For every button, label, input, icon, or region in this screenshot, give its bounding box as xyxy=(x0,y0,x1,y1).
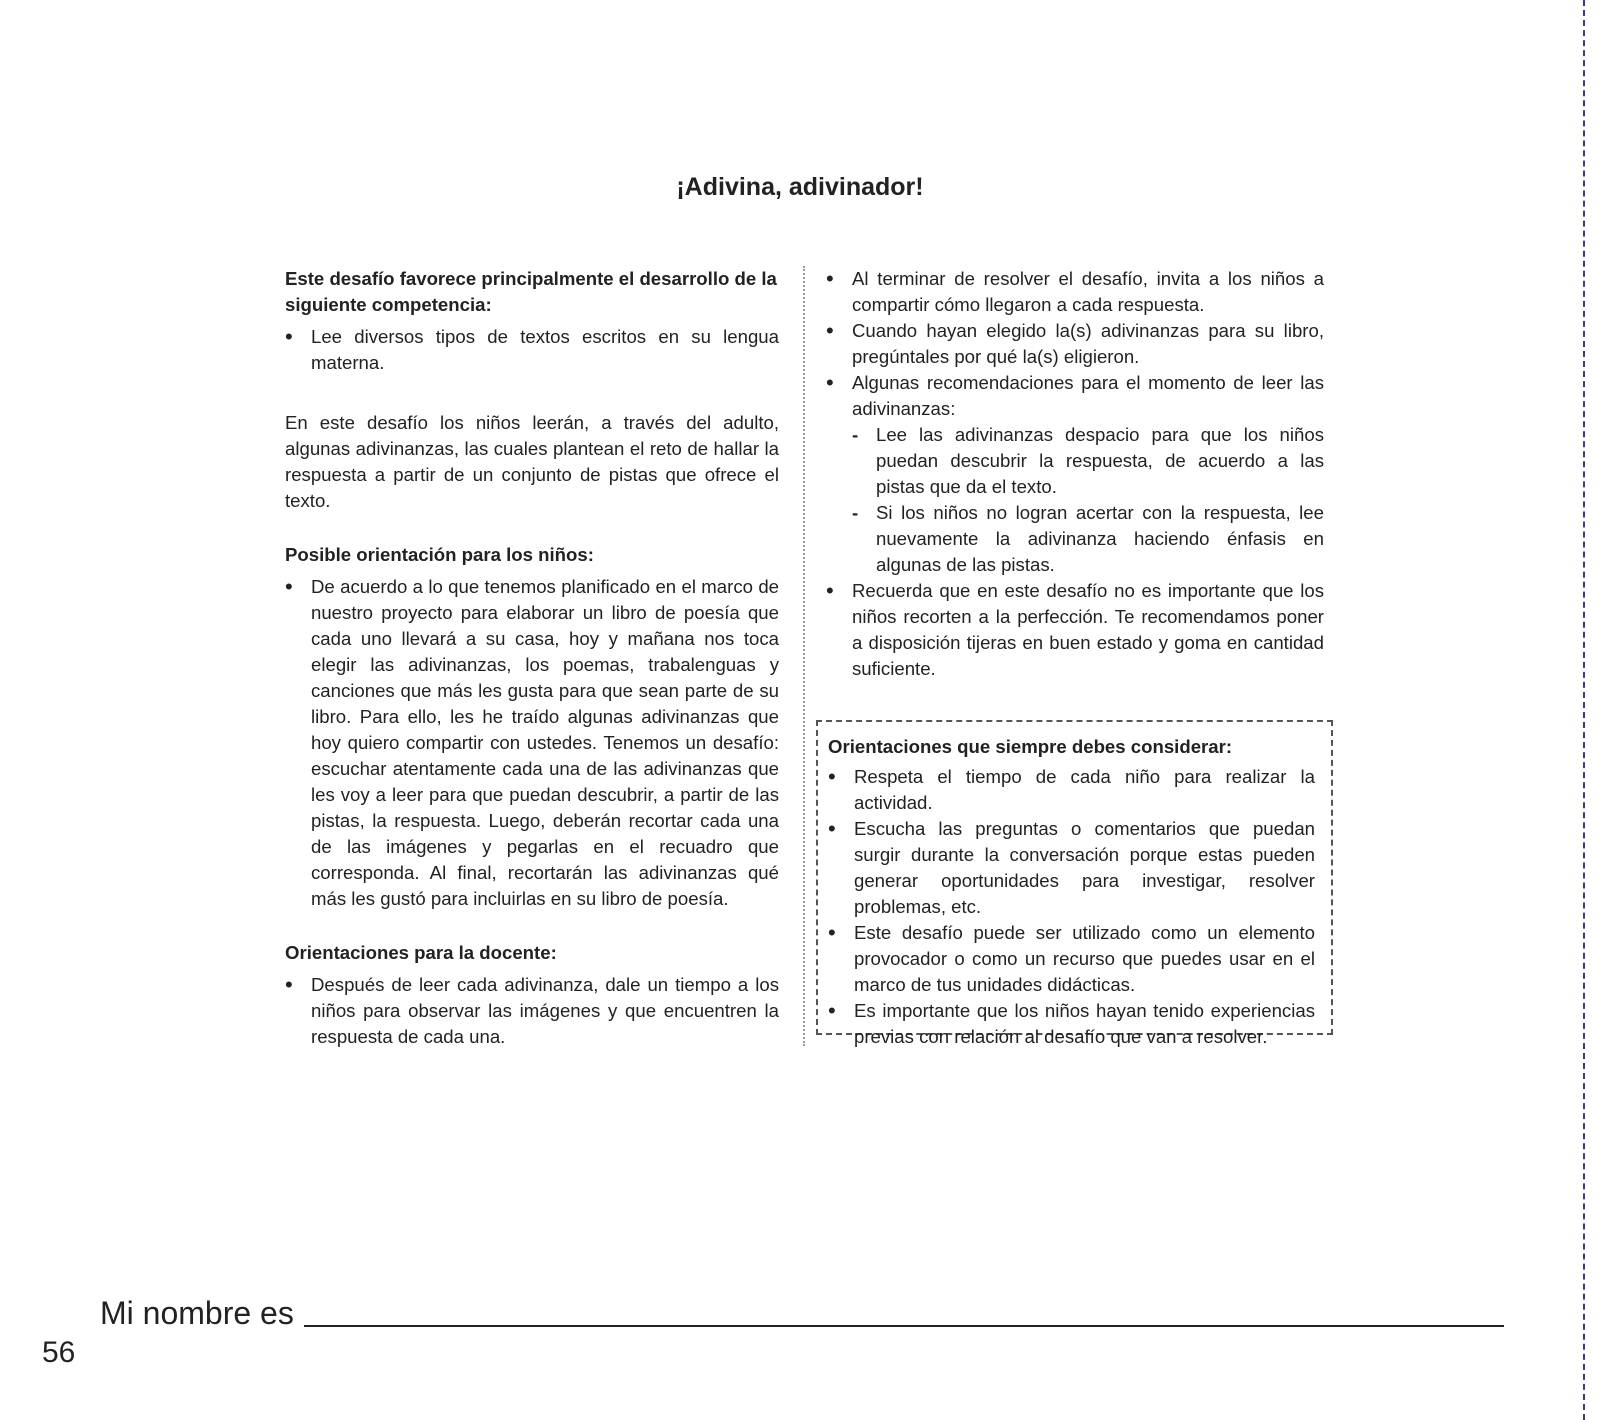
cut-line xyxy=(1583,0,1585,1420)
right-item: • Al terminar de resolver el desafío, invita a los niños a compartir cómo llegaron a cada respuesta. xyxy=(826,266,1324,318)
right-column xyxy=(826,266,1324,682)
competence-list xyxy=(285,324,779,376)
teacher-heading: Orientaciones para la docente: xyxy=(285,942,557,963)
right-item: • Cuando hayan elegido la(s) adivinanzas para su libro, pregúntales por qué la(s) eligieron. xyxy=(826,318,1324,370)
box-list xyxy=(828,764,1315,1050)
box-item: • Escucha las preguntas o comentarios que puedan surgir durante la conversación porque estas pueden generar oportunidades para investigar, resolver problemas, etc. xyxy=(828,816,1315,920)
page-number: 56 xyxy=(42,1336,76,1369)
orientation-item: • De acuerdo a lo que tenemos planificado en el marco de nuestro proyecto para elaborar un libro de poesía que cada uno llevará a su casa, hoy y mañana nos toca elegir las adivinanzas, los poemas, trabalenguas y canciones que más les gusta para que sean parte de su libro. Para ello, les he traído algunas adivinanzas que hoy quiero compartir con ustedes. Tenemos un desafío: escuchar atentamente cada una de las adivinanzas que les voy a leer para que puedan descubrir, a partir de las pistas, la respuesta. Luego, deberán recortar cada una de las imágenes y pegarlas en el recuadro que corresponda. Al final, recortarán las adivinanzas qué más les gustó para incluirlas en su libro de poesía. xyxy=(285,574,779,912)
orientation-list xyxy=(285,574,779,912)
box-heading: Orientaciones que siempre debes considerar: xyxy=(828,736,1233,757)
box-item: • Respeta el tiempo de cada niño para realizar la actividad. xyxy=(828,764,1315,816)
left-column xyxy=(285,266,779,1050)
column-divider xyxy=(803,266,805,1046)
box-item: • Este desafío puede ser utilizado como un elemento provocador o como un recurso que puedes usar en el marco de tus unidades didácticas. xyxy=(828,920,1315,998)
orientation-heading: Posible orientación para los niños: xyxy=(285,544,594,565)
recommendations-label: Algunas recomendaciones para el momento de leer las adivinanzas: xyxy=(852,372,1324,419)
considerations-box xyxy=(816,720,1333,1047)
competence-item: • Lee diversos tipos de textos escritos en su lengua materna. xyxy=(285,324,779,376)
right-item: • Recuerda que en este desafío no es importante que los niños recorten a la perfección. Te recomendamos poner a disposición tijeras en buen estado y goma en cantidad suficiente. xyxy=(826,578,1324,682)
intro-paragraph: En este desafío los niños leerán, a través del adulto, algunas adivinanzas, las cuales plantean el reto de hallar la respuesta a partir de un conjunto de pistas que ofrece el texto. xyxy=(285,412,779,511)
name-write-line[interactable] xyxy=(304,1325,1504,1327)
name-label: Mi nombre es xyxy=(100,1295,294,1331)
right-item-recommendations xyxy=(826,370,1324,578)
teacher-list xyxy=(285,972,779,1050)
recommendations-sublist xyxy=(852,422,1324,578)
competence-heading: Este desafío favorece principalmente el desarrollo de la siguiente competencia: xyxy=(285,268,777,315)
page-title: ¡Adivina, adivinador! xyxy=(676,173,924,201)
sub-item: - Si los niños no logran acertar con la respuesta, lee nuevamente la adivinanza haciendo énfasis en algunas de las pistas. xyxy=(852,500,1324,578)
sub-item: - Lee las adivinanzas despacio para que los niños puedan descubrir la respuesta, de acuerdo a las pistas que da el texto. xyxy=(852,422,1324,500)
right-list xyxy=(826,266,1324,682)
box-item: • Es importante que los niños hayan tenido experiencias previas con relación al desafío que van a resolver. xyxy=(828,998,1315,1050)
teacher-item: • Después de leer cada adivinanza, dale un tiempo a los niños para observar las imágenes y que encuentren la respuesta de cada una. xyxy=(285,972,779,1050)
